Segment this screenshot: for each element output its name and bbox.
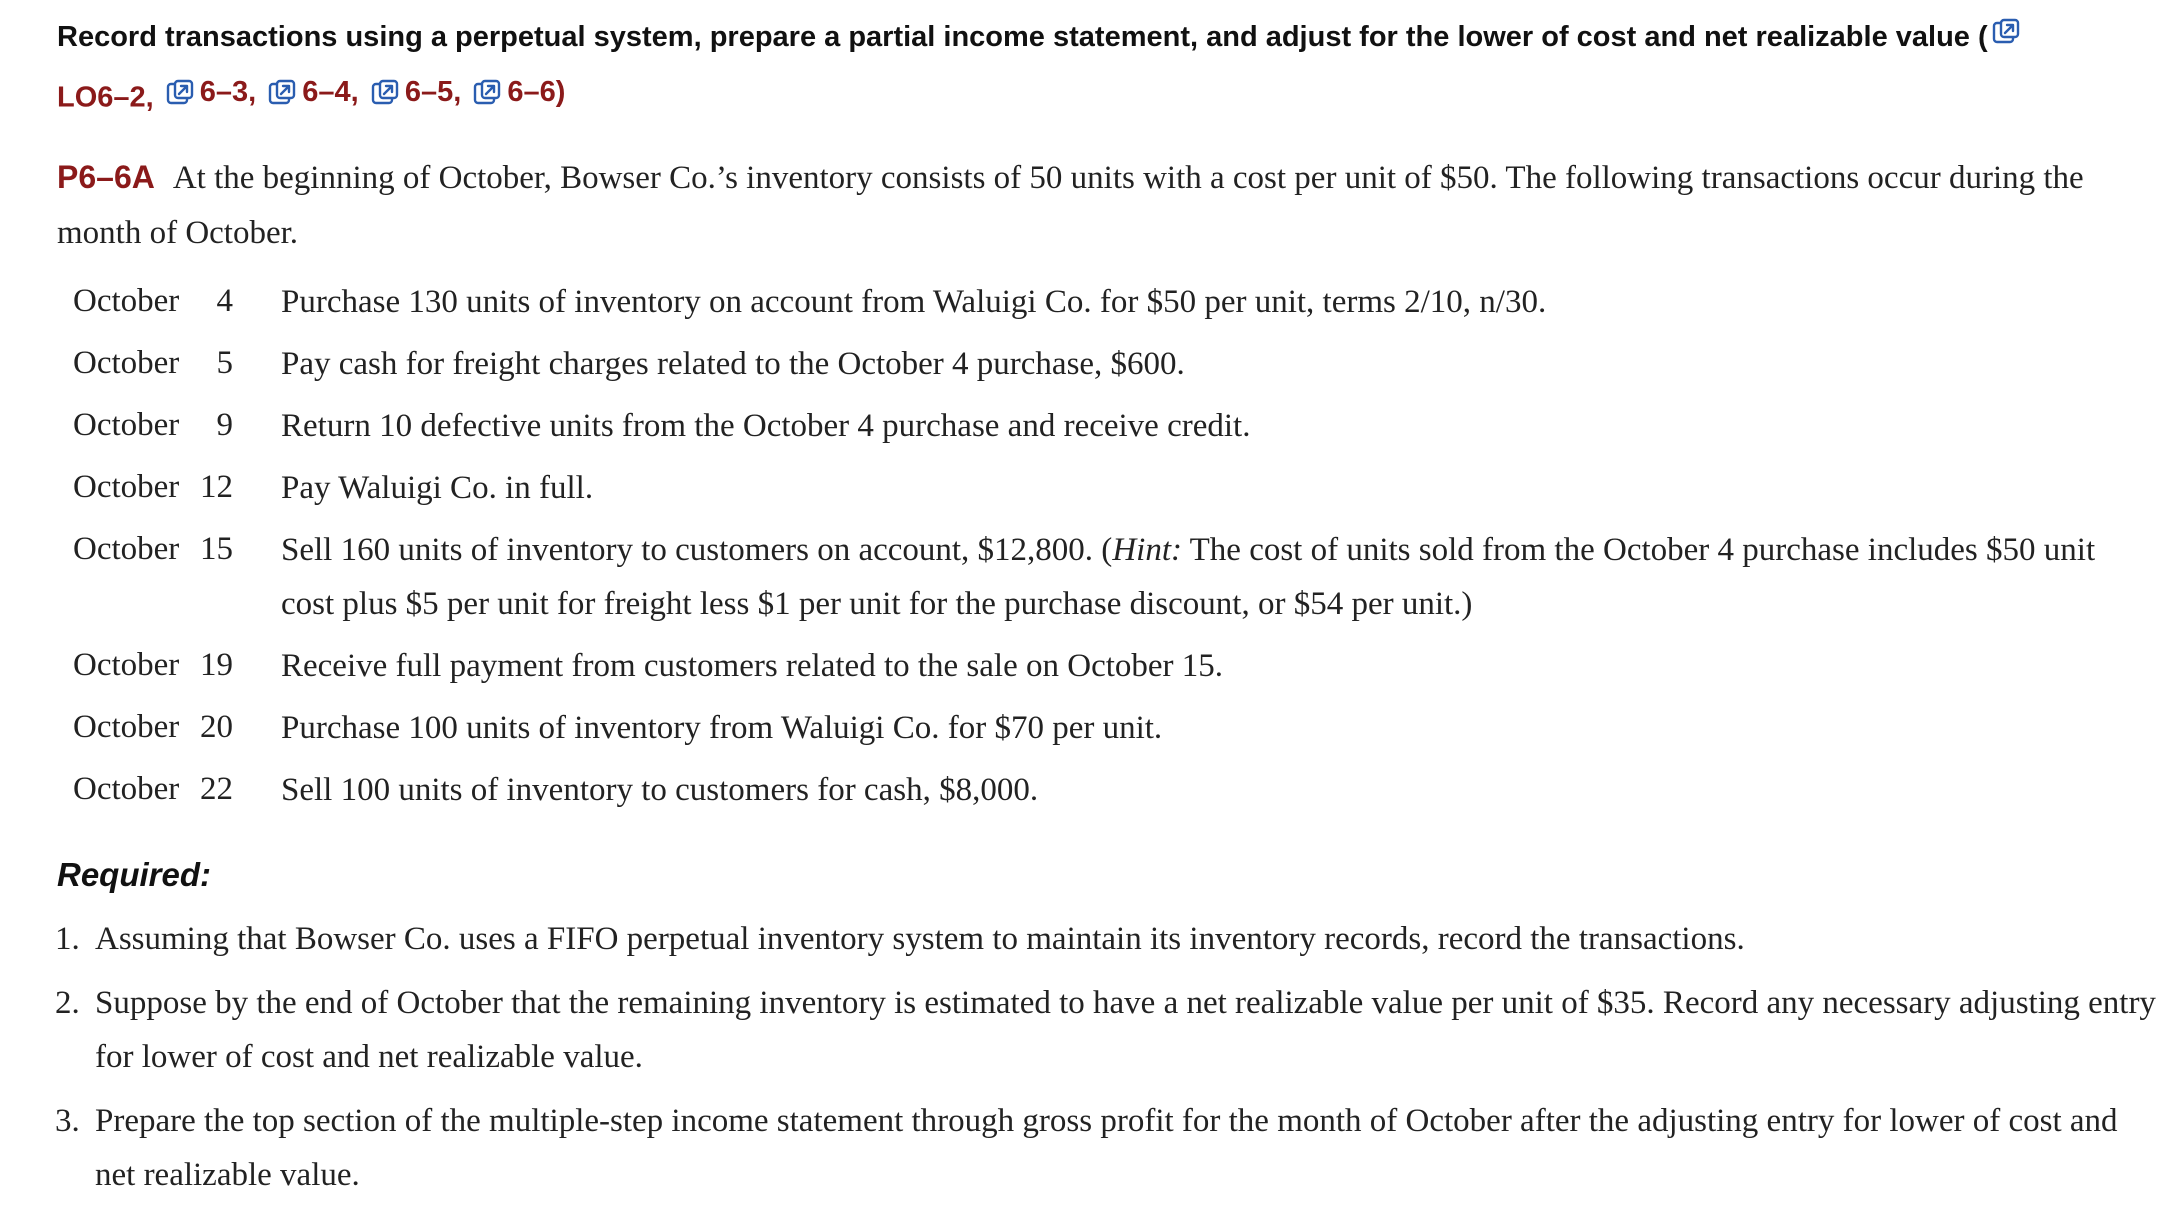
required-item-number: 1.: [55, 920, 80, 957]
required-title: Required:: [57, 855, 212, 893]
required-item-text: Prepare the top section of the multiple-step income statement through gross profit for the month of October after the adjusting entry for lower of cost and net realizable value.: [95, 1102, 2118, 1193]
transaction-row: [73, 337, 2141, 399]
required-item-text: Assuming that Bowser Co. uses a FIFO perpetual inventory system to maintain its inventory records, record the transactions.: [95, 920, 1745, 957]
transaction-row: [73, 701, 2141, 763]
lo-link-label[interactable]: 6–3,: [199, 76, 257, 108]
heading-title: Record transactions using a perpetual system, prepare a partial income statement, and adjust for the lower of cost and net realizable value (: [57, 21, 1988, 53]
transaction-row: [73, 399, 2141, 461]
lo-link-6-5[interactable]: [367, 65, 461, 120]
hint-text: The cost of units sold from the October 4 purchase includes $50 unit cost plus $5 per unit for freight less $1 per unit for the purchase discount, or $54 per unit.): [281, 531, 2096, 622]
transaction-description: Pay cash for freight charges related to the October 4 purchase, $600.: [281, 345, 1185, 382]
required-item: [57, 1094, 2157, 1202]
transactions-table: [73, 275, 2141, 825]
hint-label: Hint:: [1112, 531, 1182, 568]
transaction-row: [73, 461, 2141, 523]
section-heading: [57, 10, 2157, 126]
required-list: [57, 912, 2157, 1202]
transaction-description: Receive full payment from customers related to the sale on October 15.: [281, 647, 1224, 684]
transaction-description: Purchase 130 units of inventory on account from Waluigi Co. for $50 per unit, terms 2/10, n/30.: [281, 283, 1547, 320]
external-link-icon[interactable]: [1992, 18, 2020, 46]
transaction-date: October 4: [73, 282, 233, 319]
transaction-row: [73, 275, 2141, 337]
transaction-row: [73, 639, 2141, 701]
required-item: [57, 976, 2157, 1084]
transaction-date: October 12: [73, 468, 233, 505]
lo-link-6-4[interactable]: [264, 65, 358, 120]
transaction-row: [73, 523, 2141, 639]
transaction-date: October 20: [73, 708, 233, 745]
external-link-icon[interactable]: [371, 79, 399, 107]
required-item-number: 3.: [55, 1102, 80, 1139]
required-item-text: Suppose by the end of October that the remaining inventory is estimated to have a net realizable value per unit of $35. Record any necessary adjusting entry for lower of cost and net realizable value.: [95, 984, 2156, 1075]
transaction-date: October 22: [73, 770, 233, 807]
transaction-row: [73, 763, 2141, 825]
transaction-description: Purchase 100 units of inventory from Waluigi Co. for $70 per unit.: [281, 709, 1163, 746]
external-link-icon[interactable]: [268, 79, 296, 107]
lo-link-6-2[interactable]: [1988, 18, 2026, 46]
external-link-icon[interactable]: [473, 79, 501, 107]
lo-link-label[interactable]: 6–4,: [302, 76, 359, 108]
transaction-date: October 5: [73, 344, 233, 381]
transaction-text: Sell 160 units of inventory to customers on account, $12,800. (: [281, 531, 1113, 568]
transaction-description: Pay Waluigi Co. in full.: [281, 469, 594, 506]
required-item-number: 2.: [55, 984, 80, 1021]
transaction-date: October 9: [73, 406, 233, 443]
transaction-date: October 19: [73, 646, 233, 683]
transaction-description: Return 10 defective units from the October 4 purchase and receive credit.: [281, 407, 1251, 444]
problem-intro: At the beginning of October, Bowser Co.’s inventory consists of 50 units with a cost per unit of $50. The following transactions occur during the month of October.: [57, 159, 2084, 251]
lo-link-6-3[interactable]: [162, 65, 256, 120]
lo-link-label[interactable]: 6–5,: [404, 76, 462, 108]
transaction-date: October 15: [73, 530, 233, 567]
external-link-icon[interactable]: [166, 79, 194, 107]
transaction-description: Sell 100 units of inventory to customers for cash, $8,000.: [281, 771, 1039, 808]
lo-prefix[interactable]: LO6–2,: [57, 81, 154, 114]
problem-id: P6–6A: [57, 158, 155, 195]
lo-link-label[interactable]: 6–6): [507, 76, 566, 108]
page: [57, 10, 2157, 1212]
problem-statement: [57, 150, 2157, 261]
transaction-description: [281, 523, 2141, 639]
required-item: [57, 912, 2157, 966]
lo-link-6-6[interactable]: [469, 65, 565, 120]
